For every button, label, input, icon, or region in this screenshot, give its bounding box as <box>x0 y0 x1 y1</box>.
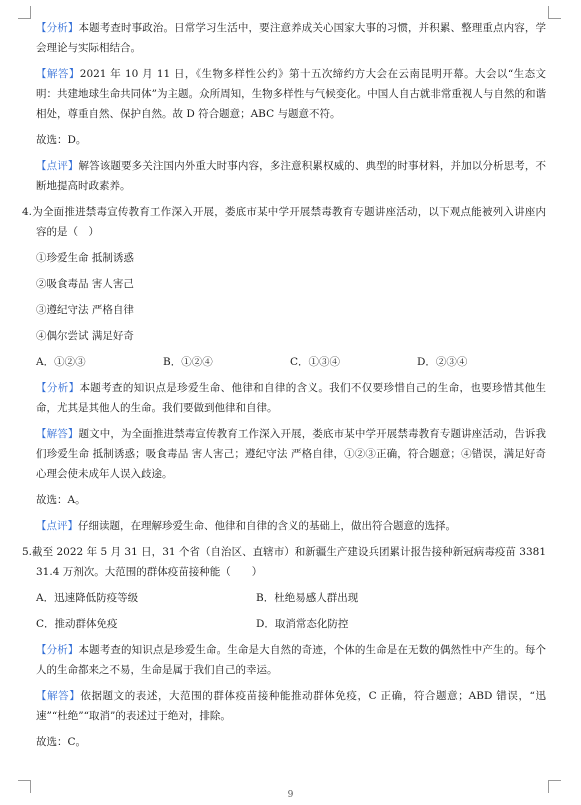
q4-stem <box>22 202 546 242</box>
q4-number: 4. <box>22 206 33 218</box>
q5-answer: 故选：C。 <box>36 736 87 748</box>
q5-option-c: C．推动群体免疫 <box>36 618 118 630</box>
q5-option-a: A．迅速降低防疫等级 <box>36 592 139 604</box>
q4-comment-text: 仔细读题，在理解珍爱生命、他律和自律的含义的基础上，做出符合题意的选择。 <box>78 520 456 532</box>
comment-tag: 【点评】 <box>36 160 79 172</box>
q5-number: 5. <box>22 546 33 558</box>
q4-answer: 故选：A。 <box>36 494 86 506</box>
q4-solution <box>36 424 546 484</box>
q4-option-a: A．①②③ <box>36 356 86 368</box>
q5-option-d: D．取消常态化防控 <box>256 618 349 630</box>
q4-item-4: ④偶尔尝试 满足好奇 <box>36 330 134 342</box>
q4-option-d: D．②③④ <box>417 356 468 368</box>
page-content <box>22 18 547 752</box>
q4-stem-text: 为全面推进禁毒宣传教育工作深入开展，娄底市某中学开展禁毒教育专题讲座活动，以下观点能被列入讲座内容的是（ ） <box>32 206 546 238</box>
analysis-tag: 【分析】 <box>36 22 79 34</box>
q5-option-b: B．杜绝易感人群出现 <box>256 592 359 604</box>
block1-comment <box>36 156 546 196</box>
q5-solution <box>36 686 546 726</box>
solution-tag: 【解答】 <box>36 690 81 702</box>
solution-tag: 【解答】 <box>36 68 80 80</box>
q5-stem-text: 截至 2022 年 5 月 31 日，31 个省（自治区、直辖市）和新疆生产建设兵团累计报告接种新冠病毒疫苗 338131.4 万剂次。大范围的群体疫苗接种能（ ） <box>32 546 546 578</box>
block1-analysis-text: 本题考查时事政治。日常学习生活中，要注意养成关心国家大事的习惯，并积累、整理重点内容，学会理论与实际相结合。 <box>36 22 547 54</box>
q4-item-3: ③遵纪守法 严格自律 <box>36 304 134 316</box>
q4-option-c: C．①③④ <box>290 356 341 368</box>
block1-solution <box>36 64 546 124</box>
crop-mark-top-right <box>548 6 561 19</box>
page-number: 9 <box>287 790 294 800</box>
comment-tag: 【点评】 <box>36 520 78 532</box>
q4-item-1: ①珍爱生命 抵制诱惑 <box>36 252 134 264</box>
q4-item-2: ②吸食毒品 害人害己 <box>36 278 134 290</box>
q4-comment <box>36 516 546 536</box>
q5-options-row-2 <box>36 614 546 634</box>
q4-analysis <box>36 378 546 418</box>
q4-analysis-text: 本题考查的知识点是珍爱生命、他律和自律的含义。我们不仅要珍惜自己的生命，也要珍惜其他生命，尤其是其他人的生命。我们要做到他律和自律。 <box>36 382 547 414</box>
q5-options-row-1 <box>36 588 546 608</box>
q4-options <box>36 352 546 372</box>
block1-answer: 故选：D。 <box>36 134 87 146</box>
q4-solution-text: 题文中，为全面推进禁毒宣传教育工作深入开展，娄底市某中学开展禁毒教育专题讲座活动，告诉我们珍爱生命 抵制诱惑；吸食毒品 害人害己；遵纪守法 严格自律，①②③正确，符合题意；④错误，满足好奇心理会使未成年人误入歧途。 <box>36 428 547 480</box>
q4-option-b: B．①②④ <box>163 356 213 368</box>
q5-stem <box>22 542 546 582</box>
block1-analysis <box>36 18 546 58</box>
solution-tag: 【解答】 <box>36 428 79 440</box>
q5-analysis <box>36 640 546 680</box>
block1-solution-text: 2021 年 10 月 11 日，《生物多样性公约》第十五次缔约方大会在云南昆明开幕。大会以“生态文明：共建地球生命共同体”为主题。众所周知，生物多样性与气候变化。中国人自古就非常重视人与自然的和谐相处，尊重自然、保护自然。故 D 符合题意；ABC 与题意不符。 <box>36 68 547 120</box>
analysis-tag: 【分析】 <box>36 382 80 394</box>
analysis-tag: 【分析】 <box>36 644 79 656</box>
q5-solution-text: 依据题文的表述，大范围的群体疫苗接种能推动群体免疫，C 正确，符合题意；ABD 错误，“迅速”“杜绝”“取消”的表述过于绝对，排除。 <box>36 690 547 722</box>
crop-mark-top-left <box>18 6 31 19</box>
block1-comment-text: 解答该题要多关注国内外重大时事内容，多注意积累权威的、典型的时事材料，并加以分析思考，不断地提高时政素养。 <box>36 160 547 192</box>
q5-analysis-text: 本题考查的知识点是珍爱生命。生命是大自然的奇迹，个体的生命是在无数的偶然性中产生的。每个人的生命都来之不易，生命是属于我们自己的幸运。 <box>36 644 547 676</box>
